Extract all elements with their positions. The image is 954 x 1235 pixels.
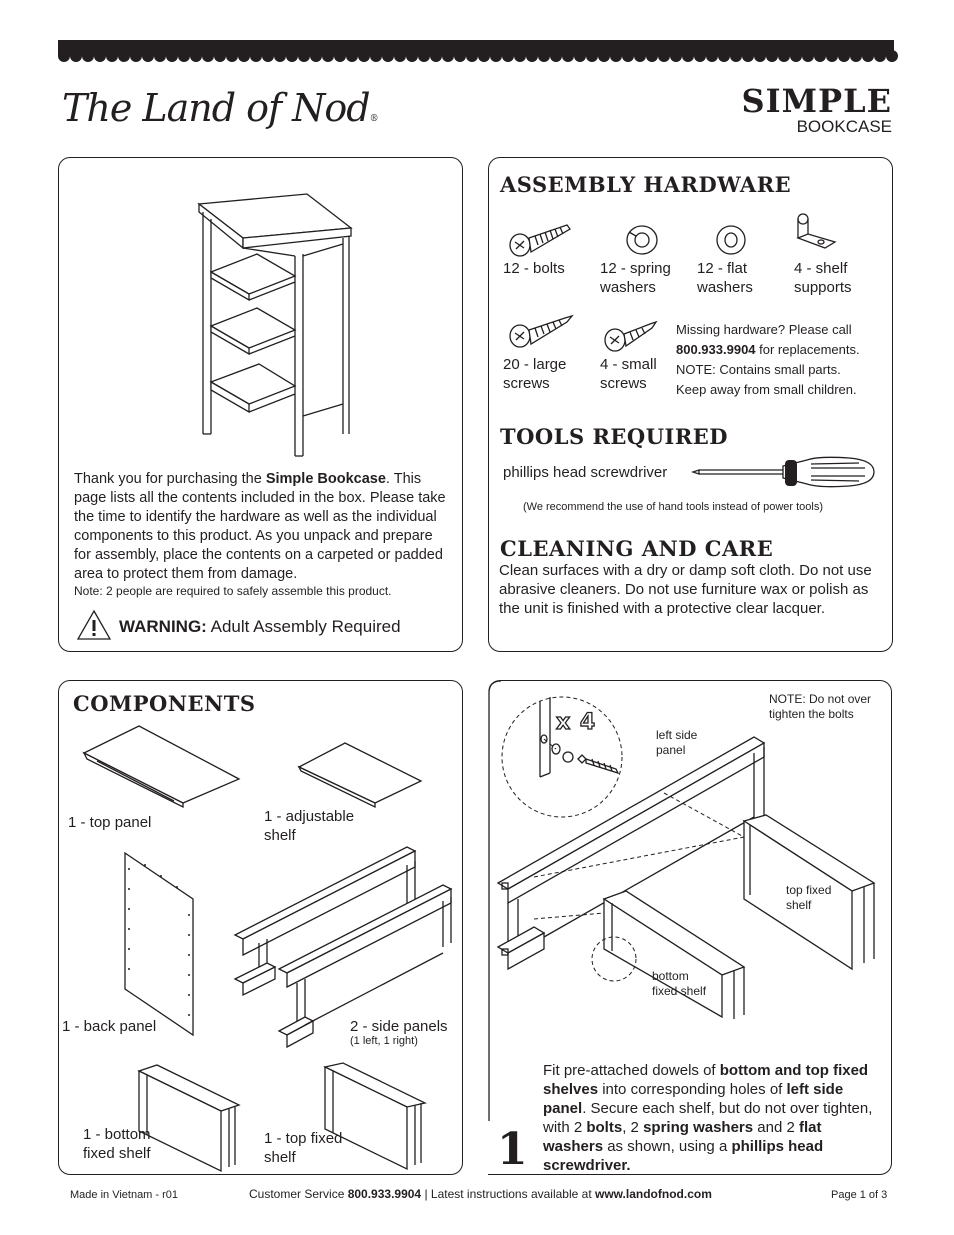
scallop-bump (94, 50, 106, 62)
scallop-bump (826, 50, 838, 62)
scallop-bump (238, 50, 250, 62)
hw-label-spring-washers: 12 - spring washers (600, 260, 671, 296)
scallop-bump (130, 50, 142, 62)
scallop-bump (178, 50, 190, 62)
intro-note: Note: 2 people are required to safely assemble this product. (74, 584, 392, 598)
top-panel-illustration (79, 721, 249, 806)
scallop-bump (118, 50, 130, 62)
label-side-panels: 2 - side panels (350, 1018, 448, 1035)
scallop-bump (562, 50, 574, 62)
label-top-fixed-shelf: 1 - top fixed shelf (264, 1130, 343, 1166)
scallop-bump (166, 50, 178, 62)
footer-page-number: Page 1 of 3 (831, 1189, 888, 1201)
scallop-bump (478, 50, 490, 62)
tools-item: phillips head screwdriver (503, 464, 668, 481)
scallop-bump (466, 50, 478, 62)
scallop-bump (754, 50, 766, 62)
scallop-bump (274, 50, 286, 62)
scallop-bump (286, 50, 298, 62)
scallop-bump (58, 50, 70, 62)
scallop-bump (658, 50, 670, 62)
scallop-bump (430, 50, 442, 62)
product-title (742, 84, 892, 136)
scallop-bump (226, 50, 238, 62)
scallop-bump (586, 50, 598, 62)
scallop-bump (778, 50, 790, 62)
scallop-bump (802, 50, 814, 62)
components-panel (58, 680, 463, 1175)
scallop-bump (142, 50, 154, 62)
scallop-bump (682, 50, 694, 62)
step-panel (488, 680, 892, 1175)
scallop-bump (310, 50, 322, 62)
scallop-bump (730, 50, 742, 62)
tools-title: TOOLS REQUIRED (500, 424, 729, 449)
warning-icon (76, 609, 112, 641)
scallop-bump (766, 50, 778, 62)
hw-label-small-screws: 4 - small screws (600, 356, 657, 392)
scallop-bump (610, 50, 622, 62)
hardware-panel (488, 157, 893, 652)
intro-panel (58, 157, 463, 652)
scallop-bump (694, 50, 706, 62)
scallop-bump (862, 50, 874, 62)
small-screw-icon (602, 318, 662, 356)
bookcase-illustration (189, 186, 359, 466)
scallop-bump (106, 50, 118, 62)
scallop-bump (334, 50, 346, 62)
adjustable-shelf-illustration (297, 739, 427, 809)
scallop-bump (814, 50, 826, 62)
warning-text: WARNING: Adult Assembly Required (119, 617, 401, 636)
scallop-bump (790, 50, 802, 62)
scallop-bump (850, 50, 862, 62)
scallop-bump (838, 50, 850, 62)
product-name: SIMPLE (741, 82, 892, 120)
scallop-bump (214, 50, 226, 62)
flat-washer-icon (711, 222, 751, 258)
step-note: NOTE: Do not over tighten the bolts (769, 692, 872, 721)
label-adjustable-shelf: 1 - adjustable shelf (264, 808, 355, 844)
label-top-fixed-shelf-step: top fixed shelf (786, 883, 832, 912)
footer-made-in: Made in Vietnam - r01 (70, 1189, 179, 1201)
scalloped-header-border (58, 40, 894, 66)
scallop-bump (526, 50, 538, 62)
scallop-bump (622, 50, 634, 62)
bottom-fixed-shelf-illustration (135, 1061, 245, 1173)
scallop-bump (502, 50, 514, 62)
large-screw-icon (507, 314, 577, 354)
spring-washer-icon (622, 222, 662, 258)
components-title: COMPONENTS (73, 691, 256, 716)
scallop-bump (646, 50, 658, 62)
missing-hardware-note: Missing hardware? Please call 800.933.9904 for replacements. NOTE: Contains small parts. Keep away from small children. (676, 322, 860, 397)
scallop-bump (706, 50, 718, 62)
scallop-bump (82, 50, 94, 62)
scallop-bump (886, 50, 898, 62)
intro-paragraph: Thank you for purchasing the Simple Bookcase. This page lists all the contents included in the box. Please take the time to identify the hardware as well as the individual components to this product. As you unpack and prepare for assembly, place the contents on a carpeted or padded area to protect them from damage. (74, 471, 446, 582)
scallop-bump (490, 50, 502, 62)
scallop-bump (514, 50, 526, 62)
scallop-bump (154, 50, 166, 62)
scallop-bump (250, 50, 262, 62)
care-title: CLEANING AND CARE (500, 536, 774, 561)
scallop-bump (634, 50, 646, 62)
scallop-bump (742, 50, 754, 62)
hw-label-bolts: 12 - bolts (503, 260, 565, 277)
shelf-support-icon (791, 212, 841, 254)
product-type: BOOKCASE (796, 117, 892, 136)
x4-label: x 4 (556, 710, 597, 735)
hw-label-shelf-supports: 4 - shelf supports (794, 260, 852, 296)
step-instructions: Fit pre-attached dowels of bottom and top fixed shelves into corresponding holes of left side panel. Secure each shelf, but do not over tighten, with 2 bolts, 2 spring washers and 2 flat washers as shown, using a phillips head screwdriver. (543, 1062, 873, 1174)
scallop-bump (442, 50, 454, 62)
label-bottom-fixed-shelf-step: bottom fixed shelf (652, 969, 707, 998)
label-bottom-fixed-shelf: 1 - bottom fixed shelf (83, 1126, 151, 1162)
care-text: Clean surfaces with a dry or damp soft cloth. Do not use abrasive cleaners. Do not use furniture wax or polish as the unit is finished with a protective clear lacquer. (499, 562, 872, 617)
brand-logo: The Land of Nod® (62, 86, 378, 130)
scallop-bump (358, 50, 370, 62)
label-side-panels-sub: (1 left, 1 right) (350, 1035, 418, 1047)
scallop-bump (322, 50, 334, 62)
scallop-bump (370, 50, 382, 62)
label-left-side-panel: left side panel (656, 728, 698, 757)
scallop-bump (346, 50, 358, 62)
label-back-panel: 1 - back panel (62, 1018, 157, 1035)
scallop-bump (418, 50, 430, 62)
label-top-panel: 1 - top panel (68, 814, 152, 831)
scallop-bump (874, 50, 886, 62)
scallop-bump (718, 50, 730, 62)
back-panel-illustration (121, 849, 201, 1039)
bolt-icon (507, 220, 577, 262)
hardware-title: ASSEMBLY HARDWARE (500, 172, 792, 197)
footer-customer-service: Customer Service 800.933.9904 | Latest instructions available at www.landofnod.com (249, 1187, 712, 1201)
scallop-bump (262, 50, 274, 62)
scallop-bump (394, 50, 406, 62)
scallop-bump (190, 50, 202, 62)
scallop-bump (202, 50, 214, 62)
scallop-bump (670, 50, 682, 62)
scallop-bump (454, 50, 466, 62)
step-number: 1 (497, 1124, 528, 1175)
tools-note: (We recommend the use of hand tools instead of power tools) (523, 501, 824, 513)
scallop-bump (70, 50, 82, 62)
scallop-bump (406, 50, 418, 62)
scallop-bump (574, 50, 586, 62)
scallop-bump (298, 50, 310, 62)
scallop-bump (550, 50, 562, 62)
hw-label-flat-washers: 12 - flat washers (697, 260, 753, 296)
scallop-bump (538, 50, 550, 62)
scallop-bump (598, 50, 610, 62)
scallop-bump (382, 50, 394, 62)
hw-label-large-screws: 20 - large screws (503, 356, 567, 392)
screwdriver-icon (689, 454, 879, 494)
